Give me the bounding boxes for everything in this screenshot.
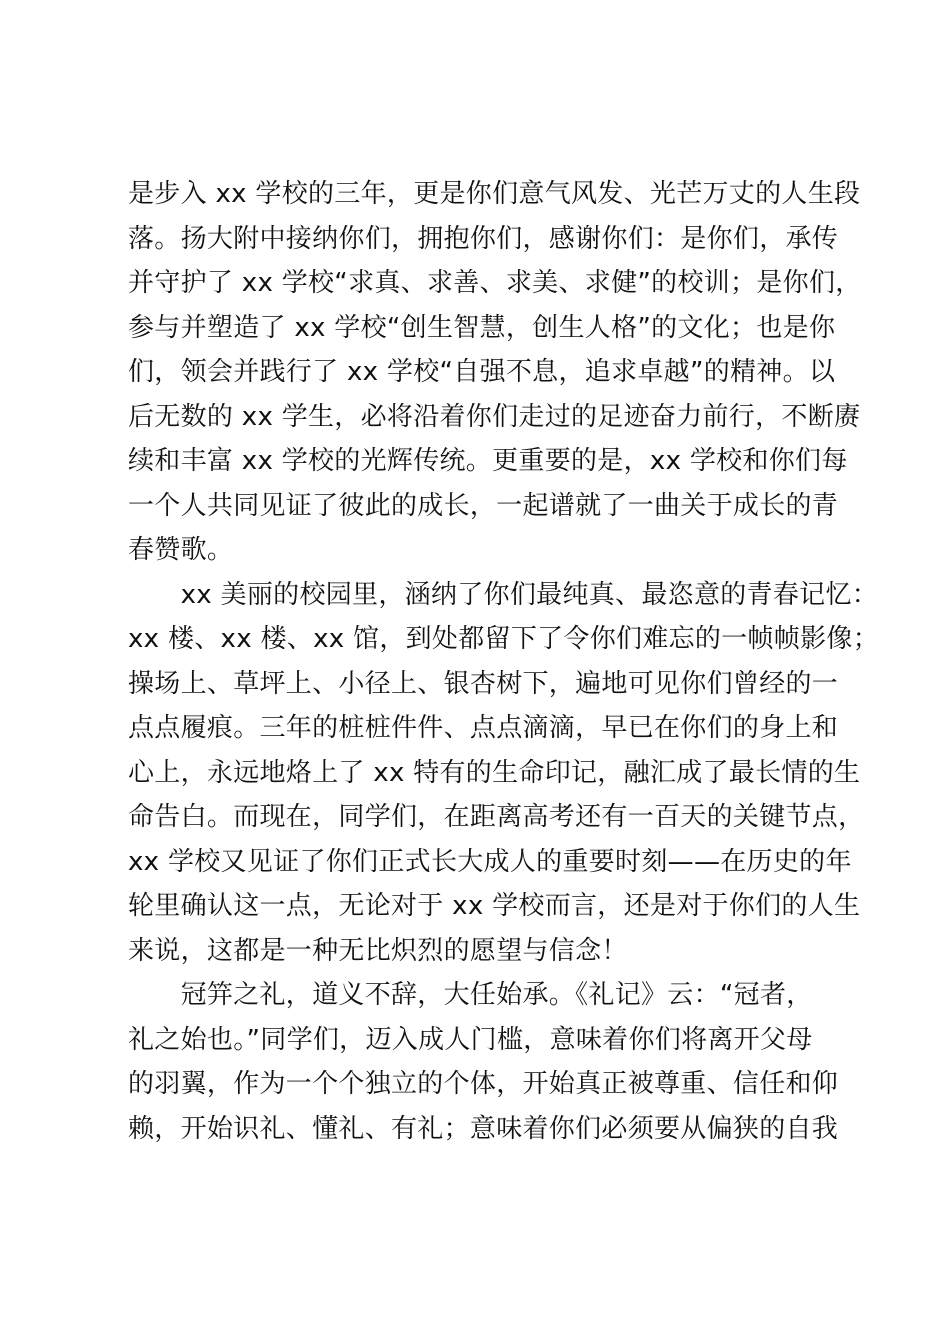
text-line: 一个人共同见证了彼此的成长，一起谱就了一曲关于成长的青 [128, 490, 839, 521]
paragraph-1 [128, 172, 862, 573]
text-line: 的羽翼，作为一个个独立的个体，开始真正被尊重、信任和仰 [128, 1069, 839, 1099]
text-line: 心上，永远地烙上了 xx 特有的生命印记，融汇成了最长情的生 [128, 757, 861, 788]
text-line: xx 楼、xx 楼、xx 馆，到处都留下了令你们难忘的一帧帧影像； [128, 624, 880, 654]
text-line: 来说，这都是一种无比炽烈的愿望与信念！ [128, 935, 628, 966]
text-line: 们，领会并践行了 xx 学校“自强不息，追求卓越”的精神。以 [128, 357, 836, 387]
text-line: 后无数的 xx 学生，必将沿着你们走过的足迹奋力前行，不断赓 [128, 401, 861, 432]
paragraph-2 [128, 573, 880, 974]
text-line: 落。扬大附中接纳你们，拥抱你们，感谢你们：是你们，承传 [128, 223, 839, 254]
text-line: 并守护了 xx 学校“求真、求善、求美、求健”的校训；是你们， [128, 268, 862, 298]
text-line: 赖，开始识礼、懂礼、有礼；意味着你们必须要从偏狭的自我 [128, 1113, 839, 1144]
text-line: 春赞歌。 [128, 535, 234, 565]
text-line: 命告白。而现在，同学们，在距离高考还有一百天的关键节点， [128, 802, 865, 832]
text-line: 礼之始也。”同学们，迈入成人门槛，意味着你们将离开父母 [128, 1024, 813, 1055]
text-line: 冠笄之礼，道义不辞，大任始承。《礼记》云：“冠者， [128, 980, 813, 1010]
text-line: xx 学校又见证了你们正式长大成人的重要时刻——在历史的年 [128, 846, 852, 877]
text-line: 续和丰富 xx 学校的光辉传统。更重要的是，xx 学校和你们每 [128, 446, 848, 476]
text-line: 操场上、草坪上、小径上、银杏树下，遍地可见你们曾经的一 [128, 668, 839, 699]
text-line: 点点履痕。三年的桩桩件件、点点滴滴，早已在你们的身上和 [128, 713, 839, 743]
document-body [128, 172, 880, 1151]
text-line: 轮里确认这一点，无论对于 xx 学校而言，还是对于你们的人生 [128, 891, 861, 921]
text-line: 参与并塑造了 xx 学校“创生智慧，创生人格”的文化；也是你 [128, 312, 836, 343]
text-line: xx 美丽的校园里，涵纳了你们最纯真、最恣意的青春记忆： [128, 579, 879, 610]
paragraph-3 [128, 973, 858, 1151]
text-line: 是步入 xx 学校的三年，更是你们意气风发、光芒万丈的人生段 [128, 179, 861, 209]
